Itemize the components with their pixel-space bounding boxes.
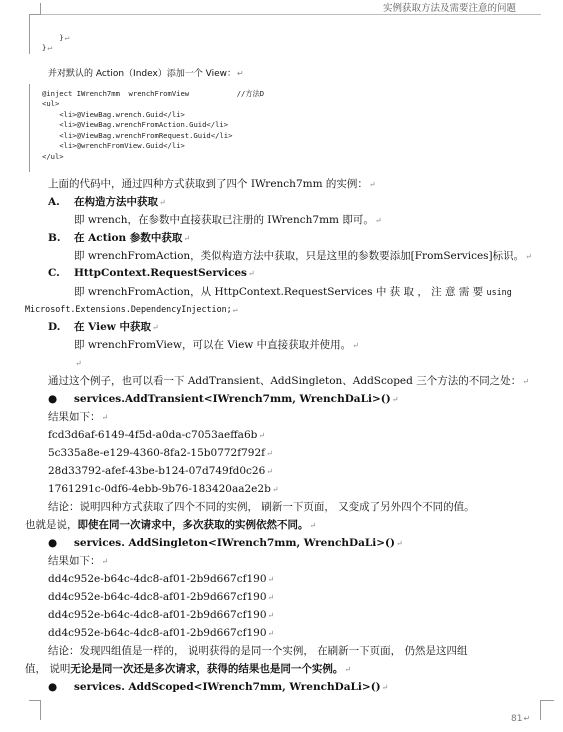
code-line: <li>@ViewBag.wrench.Guid</li>	[42, 110, 185, 119]
singleton-heading: ● services. AddSingleton<IWrench7mm, WrenchDaLi>()↵	[48, 537, 403, 549]
crop-mark-bottom-right	[540, 700, 554, 701]
guid-value: 5c335a8e-e129-4360-8fa2-15b0772f792f↵	[48, 447, 273, 459]
crop-mark-bottom-left	[40, 700, 41, 720]
scoped-heading: ● services. AddScoped<IWrench7mm, WrenchDaLi>()↵	[48, 681, 389, 693]
code-intro-text: 并对默认的 Action（Index）添加一个 View：↵	[48, 69, 244, 79]
code-line: <ul>	[42, 99, 60, 108]
guid-value: 28d33792-afef-43be-b124-07d749fd0c26↵	[48, 465, 273, 477]
guid-value: fcd3d6af-6149-4f5d-a0da-c7053aeffa6b↵	[48, 429, 266, 441]
guid-value: dd4c952e-b64c-4dc8-af01-2b9d667cf190↵	[48, 591, 275, 603]
guid-value: dd4c952e-b64c-4dc8-af01-2b9d667cf190↵	[48, 627, 275, 639]
transient-result-label: 结果如下：↵	[48, 411, 109, 423]
header-rule	[40, 14, 541, 15]
code-block-border	[29, 84, 30, 172]
method-d-heading: D. 在 View 中获取↵	[48, 321, 159, 333]
code-line: </ul>	[42, 152, 64, 161]
transient-heading: ● services.AddTransient<IWrench7mm, WrenchDaLi>()↵	[48, 393, 399, 405]
crop-mark-bottom-right	[540, 700, 541, 720]
running-header: 实例获取方法及需要注意的问题	[383, 3, 517, 14]
summary-paragraph: 上面的代码中，通过四种方式获取到了四个 IWrench7mm 的实例：↵	[48, 178, 376, 190]
crop-mark-top-left	[29, 14, 41, 15]
guid-value: 1761291c-0df6-4ebb-9b76-183420aa2e2b↵	[48, 483, 279, 495]
singleton-conclusion: 结论：发现四组值是一样的， 说明获得的是同一个实例， 在刷新一下页面， 仍然是这四组	[48, 645, 468, 657]
code-line: <li>@ViewBag.wrenchFromAction.Guid</li>	[42, 120, 229, 129]
method-a-description: 即 wrench，在参数中直接获取已注册的 IWrench7mm 即可。↵	[74, 214, 382, 226]
guid-value: dd4c952e-b64c-4dc8-af01-2b9d667cf190↵	[48, 573, 275, 585]
method-c-description: 即 wrenchFromAction，从 HttpContext.RequestServices 中 获 取 ， 注 意 需 要 using	[74, 286, 512, 298]
code-line: }↵	[42, 43, 53, 52]
guid-value: dd4c952e-b64c-4dc8-af01-2b9d667cf190↵	[48, 609, 275, 621]
page-number: 81↵	[511, 714, 531, 724]
method-b-description: 即 wrenchFromAction，类似构造方法中获取，只是这里的参数要添加[FromServices]标识。↵	[74, 250, 532, 262]
method-a-heading: A. 在构造方法中获取↵	[48, 196, 166, 208]
code-line: @inject IWrench7mm wrenchFromView //方法D	[42, 89, 265, 98]
code-line: <li>@ViewBag.wrenchFromRequest.Guid</li>	[42, 131, 233, 140]
method-c-heading: C. HttpContext.RequestServices↵	[48, 267, 255, 279]
code-line: <li>@wrenchFromView.Guid</li>	[42, 141, 185, 150]
method-c-description-continued: Microsoft.Extensions.DependencyInjection;↵	[25, 304, 238, 314]
comparison-intro: 通过这个例子，也可以看一下 AddTransient、AddSingleton、AddScoped 三个方法的不同之处：↵	[48, 375, 529, 387]
code-line: }↵	[42, 33, 70, 42]
empty-paragraph: ↵	[75, 359, 82, 368]
transient-conclusion: 结论：说明四种方式获取了四个不同的实例， 刷新一下页面， 又变成了另外四个不同的值。	[48, 501, 475, 513]
method-b-heading: B. 在 Action 参数中获取↵	[48, 232, 191, 244]
singleton-conclusion-continued: 值， 说明无论是同一次还是多次请求，获得的结果也是同一个实例。↵	[25, 663, 352, 675]
transient-conclusion-continued: 也就是说，即使在同一次请求中，多次获取的实例依然不同。↵	[25, 519, 317, 531]
code-block-border	[29, 14, 30, 54]
singleton-result-label: 结果如下：↵	[48, 555, 109, 567]
method-d-description: 即 wrenchFromView，可以在 View 中直接获取并使用。↵	[74, 339, 359, 351]
